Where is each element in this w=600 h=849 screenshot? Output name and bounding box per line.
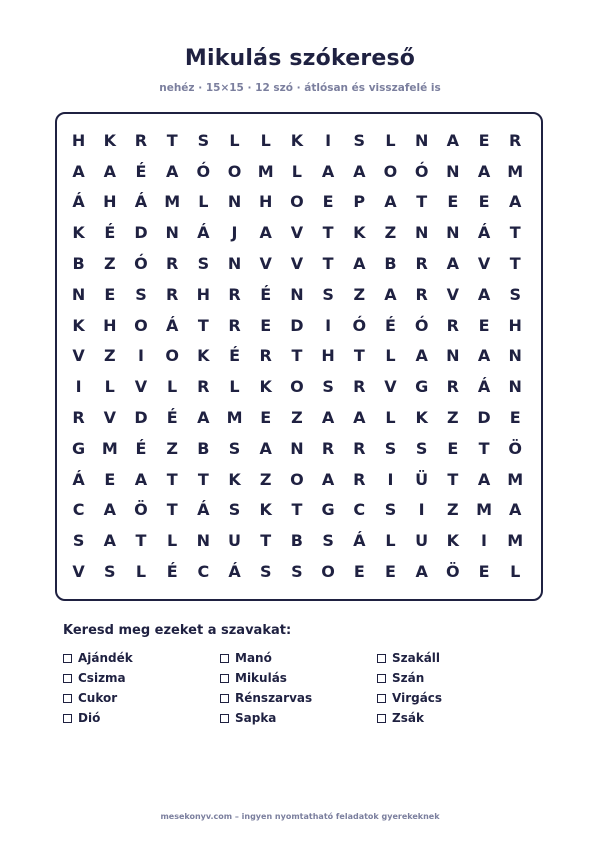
word-label: Szakáll — [392, 651, 441, 665]
grid-letter: Ö — [508, 438, 523, 458]
grid-letter: O — [290, 377, 304, 397]
grid-letter: A — [72, 161, 85, 181]
grid-letter: É — [229, 346, 240, 366]
word-list-item — [220, 648, 377, 668]
grid-letter: E — [478, 315, 490, 335]
grid-letter: S — [228, 438, 241, 458]
grid-letter: N — [290, 284, 304, 304]
grid-letter: S — [353, 130, 366, 150]
grid-letter: M — [507, 469, 524, 489]
grid-letter: A — [509, 192, 522, 212]
grid-letter: E — [478, 130, 490, 150]
grid-letter: A — [353, 161, 366, 181]
grid-letter: Z — [291, 408, 303, 428]
grid-letter: N — [446, 161, 460, 181]
grid-letter: D — [134, 408, 148, 428]
grid-letter: S — [72, 531, 85, 551]
grid-letter: A — [477, 469, 491, 489]
grid-letter: S — [259, 562, 272, 582]
grid-letter: É — [135, 438, 147, 458]
grid-letter: Ó — [196, 161, 211, 181]
grid-letter: O — [134, 315, 148, 335]
grid-letter: L — [385, 531, 396, 551]
grid-letter: T — [478, 438, 490, 458]
grid-letter: I — [387, 469, 394, 489]
word-list-item — [220, 688, 377, 708]
checkbox[interactable] — [220, 654, 229, 663]
word-list-item — [220, 708, 377, 728]
grid-letter: O — [383, 161, 398, 181]
grid-letter: A — [259, 438, 272, 458]
grid-letter: R — [353, 377, 366, 397]
grid-letter: V — [446, 284, 460, 304]
grid-letter: U — [415, 531, 429, 551]
grid-letter: R — [353, 469, 366, 489]
grid-letter: L — [291, 161, 302, 181]
grid-letter: A — [321, 408, 335, 428]
grid-letter: J — [231, 223, 238, 243]
checkbox[interactable] — [220, 694, 229, 703]
grid-letter: Ü — [415, 469, 429, 489]
word-list-item — [377, 648, 523, 668]
grid-letter: Z — [103, 254, 116, 274]
grid-letter: N — [71, 284, 86, 304]
grid-letter: H — [508, 315, 522, 335]
grid-letter: O — [165, 346, 179, 366]
grid-letter: E — [385, 562, 396, 582]
grid-letter: I — [481, 531, 487, 551]
grid-letter: L — [385, 130, 396, 150]
grid-letter: N — [165, 223, 179, 243]
grid-letter: É — [166, 408, 178, 428]
word-list-item — [377, 688, 523, 708]
grid-letter: V — [134, 377, 148, 397]
grid-letter: I — [75, 377, 82, 397]
checkbox[interactable] — [377, 694, 386, 703]
grid-letter: M — [257, 161, 274, 181]
grid-letter: S — [228, 500, 241, 520]
grid-letter: M — [226, 408, 243, 428]
grid-letter: T — [197, 315, 209, 335]
grid-letter: R — [353, 438, 366, 458]
grid-letter: N — [196, 531, 211, 551]
grid-letter: B — [384, 254, 397, 274]
grid-letter: N — [227, 192, 242, 212]
grid-letter: T — [291, 346, 303, 366]
grid-letter: A — [134, 469, 148, 489]
grid-letter: L — [229, 377, 240, 397]
grid-letter: Á — [197, 223, 210, 243]
grid-letter: L — [385, 408, 396, 428]
grid-letter: A — [477, 346, 491, 366]
grid-letter: K — [72, 223, 85, 243]
grid-letter: Ö — [134, 500, 148, 520]
grid-letter: Ó — [414, 315, 429, 335]
grid-letter: S — [509, 284, 521, 304]
grid-letter: N — [290, 438, 304, 458]
grid-letter: E — [322, 192, 334, 212]
grid-letter: B — [290, 531, 303, 551]
grid-letter: A — [415, 346, 428, 366]
letter-grid — [63, 125, 536, 587]
grid-letter: L — [385, 346, 396, 366]
grid-letter: Á — [197, 500, 210, 520]
grid-letter: Z — [103, 346, 116, 366]
grid-letter: I — [325, 130, 332, 150]
word-list-heading: Keresd meg ezeket a szavakat: — [63, 623, 292, 638]
grid-letter: A — [477, 284, 491, 304]
grid-letter: N — [227, 254, 242, 274]
grid-letter: É — [166, 562, 178, 582]
grid-letter: K — [197, 346, 210, 366]
grid-letter: S — [322, 284, 334, 304]
grid-letter: T — [509, 223, 521, 243]
grid-letter: Á — [228, 562, 241, 582]
word-list-item — [63, 668, 220, 688]
page-subtitle: nehéz · 15×15 · 12 szó · átlósan és visszafelé is — [159, 82, 441, 94]
grid-letter: S — [322, 377, 334, 397]
grid-letter: A — [446, 130, 460, 150]
grid-letter: S — [104, 562, 116, 582]
grid-letter: Á — [72, 192, 85, 212]
grid-letter: M — [101, 438, 118, 458]
grid-letter: A — [197, 408, 210, 428]
grid-letter: E — [478, 562, 490, 582]
grid-letter: Ó — [352, 315, 367, 335]
checkbox[interactable] — [377, 654, 386, 663]
checkbox[interactable] — [63, 714, 72, 723]
grid-letter: A — [415, 562, 428, 582]
word-label: Mikulás — [235, 671, 287, 685]
grid-letter: Ó — [134, 254, 148, 274]
grid-letter: T — [197, 469, 209, 489]
checkbox[interactable] — [220, 674, 229, 683]
grid-letter: R — [321, 438, 335, 458]
grid-letter: V — [290, 254, 304, 274]
word-list-item — [377, 708, 523, 728]
grid-letter: L — [167, 531, 178, 551]
grid-letter: M — [476, 500, 492, 520]
grid-letter: A — [353, 408, 366, 428]
grid-letter: R — [415, 284, 428, 304]
grid-letter: S — [197, 130, 210, 150]
word-label: Sapka — [235, 711, 277, 725]
word-list-item — [63, 648, 220, 668]
grid-letter: H — [103, 315, 117, 335]
grid-letter: L — [135, 562, 147, 582]
grid-letter: V — [290, 223, 304, 243]
grid-letter: O — [321, 562, 335, 582]
grid-letter: E — [447, 192, 459, 212]
grid-letter: H — [259, 192, 273, 212]
grid-letter: Á — [477, 377, 491, 397]
grid-letter: Z — [166, 438, 178, 458]
grid-letter: A — [259, 223, 272, 243]
grid-letter: T — [322, 223, 334, 243]
grid-letter: N — [446, 346, 460, 366]
grid-letter: V — [72, 562, 85, 582]
word-label: Zsák — [392, 711, 424, 725]
grid-letter: M — [507, 161, 524, 181]
grid-letter: É — [385, 315, 396, 335]
grid-letter: U — [228, 531, 242, 551]
grid-letter: R — [165, 254, 179, 274]
grid-letter: Ö — [446, 562, 460, 582]
grid-letter: T — [166, 500, 178, 520]
grid-letter: I — [137, 346, 144, 366]
word-list-item — [63, 688, 220, 708]
grid-letter: M — [507, 531, 524, 551]
grid-letter: E — [104, 469, 116, 489]
grid-letter: T — [135, 531, 147, 551]
grid-letter: T — [166, 469, 178, 489]
grid-letter: V — [259, 254, 272, 274]
grid-letter: N — [508, 346, 522, 366]
grid-letter: T — [353, 346, 365, 366]
grid-letter: Á — [477, 223, 491, 243]
grid-letter: G — [72, 438, 86, 458]
grid-letter: V — [72, 346, 85, 366]
grid-letter: H — [103, 192, 117, 212]
grid-letter: E — [260, 408, 272, 428]
grid-letter: R — [415, 254, 428, 274]
grid-letter: A — [509, 500, 522, 520]
grid-letter: C — [197, 562, 210, 582]
grid-letter: G — [415, 377, 429, 397]
word-list — [63, 648, 523, 728]
grid-letter: R — [134, 130, 148, 150]
grid-letter: K — [259, 500, 272, 520]
grid-letter: N — [446, 223, 460, 243]
grid-letter: H — [321, 346, 335, 366]
grid-letter: B — [197, 438, 210, 458]
page-title: Mikulás szókereső — [184, 46, 416, 71]
footer-credit: mesekonyv.com – ingyen nyomtatható feladatok gyerekeknek — [160, 812, 440, 821]
word-label: Manó — [235, 651, 272, 665]
grid-letter: R — [197, 377, 210, 397]
word-list-item — [220, 668, 377, 688]
grid-letter: A — [477, 161, 491, 181]
checkbox[interactable] — [377, 674, 386, 683]
checkbox[interactable] — [63, 654, 72, 663]
word-label: Cukor — [78, 691, 118, 705]
grid-letter: R — [228, 315, 241, 335]
grid-letter: A — [384, 192, 397, 212]
grid-letter: D — [290, 315, 304, 335]
grid-letter: I — [325, 315, 332, 335]
grid-letter: Á — [72, 469, 85, 489]
grid-letter: Z — [353, 284, 366, 304]
grid-letter: P — [353, 192, 366, 212]
grid-letter: V — [477, 254, 491, 274]
grid-letter: T — [260, 531, 272, 551]
grid-letter: V — [103, 408, 116, 428]
grid-letter: S — [197, 254, 210, 274]
grid-letter: L — [260, 130, 271, 150]
grid-letter: L — [104, 377, 115, 397]
grid-letter: R — [72, 408, 85, 428]
grid-letter: Z — [384, 223, 397, 243]
grid-letter: B — [72, 254, 85, 274]
grid-letter: A — [446, 254, 460, 274]
grid-letter: R — [446, 377, 459, 397]
grid-letter: N — [508, 377, 522, 397]
grid-letter: A — [103, 531, 116, 551]
grid-letter: S — [322, 531, 334, 551]
grid-letter: É — [135, 161, 147, 181]
grid-letter: R — [165, 284, 179, 304]
grid-letter: S — [384, 438, 397, 458]
grid-letter: A — [321, 161, 335, 181]
checkbox[interactable] — [220, 714, 229, 723]
grid-letter: M — [164, 192, 181, 212]
grid-letter: Z — [259, 469, 272, 489]
grid-letter: E — [260, 315, 272, 335]
grid-letter: A — [165, 161, 179, 181]
word-label: Rénszarvas — [235, 691, 313, 705]
grid-letter: L — [229, 130, 240, 150]
grid-letter: O — [227, 161, 242, 181]
grid-letter: R — [228, 284, 241, 304]
word-label: Szán — [392, 671, 425, 685]
grid-letter: E — [353, 562, 365, 582]
word-label: Dió — [78, 711, 101, 725]
grid-letter: V — [384, 377, 397, 397]
word-list-item — [63, 708, 220, 728]
grid-letter: R — [509, 130, 522, 150]
checkbox[interactable] — [63, 694, 72, 703]
grid-letter: T — [509, 254, 521, 274]
grid-letter: E — [447, 438, 459, 458]
grid-letter: Á — [353, 531, 366, 551]
grid-letter: Á — [134, 192, 148, 212]
grid-letter: H — [71, 130, 86, 150]
grid-letter: L — [510, 562, 521, 582]
grid-letter: E — [478, 192, 490, 212]
checkbox[interactable] — [63, 674, 72, 683]
word-label: Csizma — [78, 671, 126, 685]
grid-letter: C — [72, 500, 85, 520]
grid-letter: K — [72, 315, 85, 335]
grid-letter: Á — [165, 315, 179, 335]
grid-letter: É — [260, 284, 272, 304]
grid-letter: C — [353, 500, 366, 520]
grid-letter: A — [103, 500, 116, 520]
grid-letter: S — [291, 562, 303, 582]
grid-letter: K — [446, 531, 460, 551]
grid-letter: R — [446, 315, 459, 335]
grid-letter: K — [228, 469, 241, 489]
grid-letter: Ó — [414, 161, 429, 181]
checkbox[interactable] — [377, 714, 386, 723]
word-list-item — [377, 668, 523, 688]
grid-letter: T — [166, 130, 178, 150]
grid-letter: T — [447, 469, 459, 489]
grid-letter: L — [198, 192, 209, 212]
grid-letter: E — [509, 408, 521, 428]
grid-letter: R — [259, 346, 272, 366]
grid-letter: Z — [447, 408, 459, 428]
grid-letter: N — [414, 223, 429, 243]
grid-letter: L — [167, 377, 178, 397]
grid-letter: H — [196, 284, 211, 304]
grid-letter: T — [416, 192, 428, 212]
grid-letter: A — [321, 469, 335, 489]
grid-letter: S — [135, 284, 147, 304]
grid-letter: K — [415, 408, 428, 428]
grid-letter: E — [104, 284, 116, 304]
grid-letter: K — [353, 223, 366, 243]
grid-letter: A — [384, 284, 397, 304]
grid-letter: T — [322, 254, 334, 274]
grid-letter: A — [103, 161, 116, 181]
grid-letter: S — [415, 438, 428, 458]
grid-letter: O — [290, 469, 304, 489]
grid-letter: G — [321, 500, 335, 520]
grid-letter: N — [414, 130, 429, 150]
grid-letter: D — [134, 223, 148, 243]
grid-letter: O — [290, 192, 304, 212]
word-label: Virgács — [392, 691, 443, 705]
grid-letter: K — [103, 130, 116, 150]
word-label: Ajándék — [78, 651, 133, 665]
grid-letter: A — [353, 254, 366, 274]
grid-letter: K — [290, 130, 304, 150]
grid-letter: I — [418, 500, 425, 520]
grid-letter: D — [477, 408, 491, 428]
grid-letter: T — [291, 500, 303, 520]
grid-letter: É — [104, 223, 116, 243]
grid-letter: S — [384, 500, 397, 520]
grid-letter: K — [259, 377, 272, 397]
grid-letter: Z — [447, 500, 459, 520]
